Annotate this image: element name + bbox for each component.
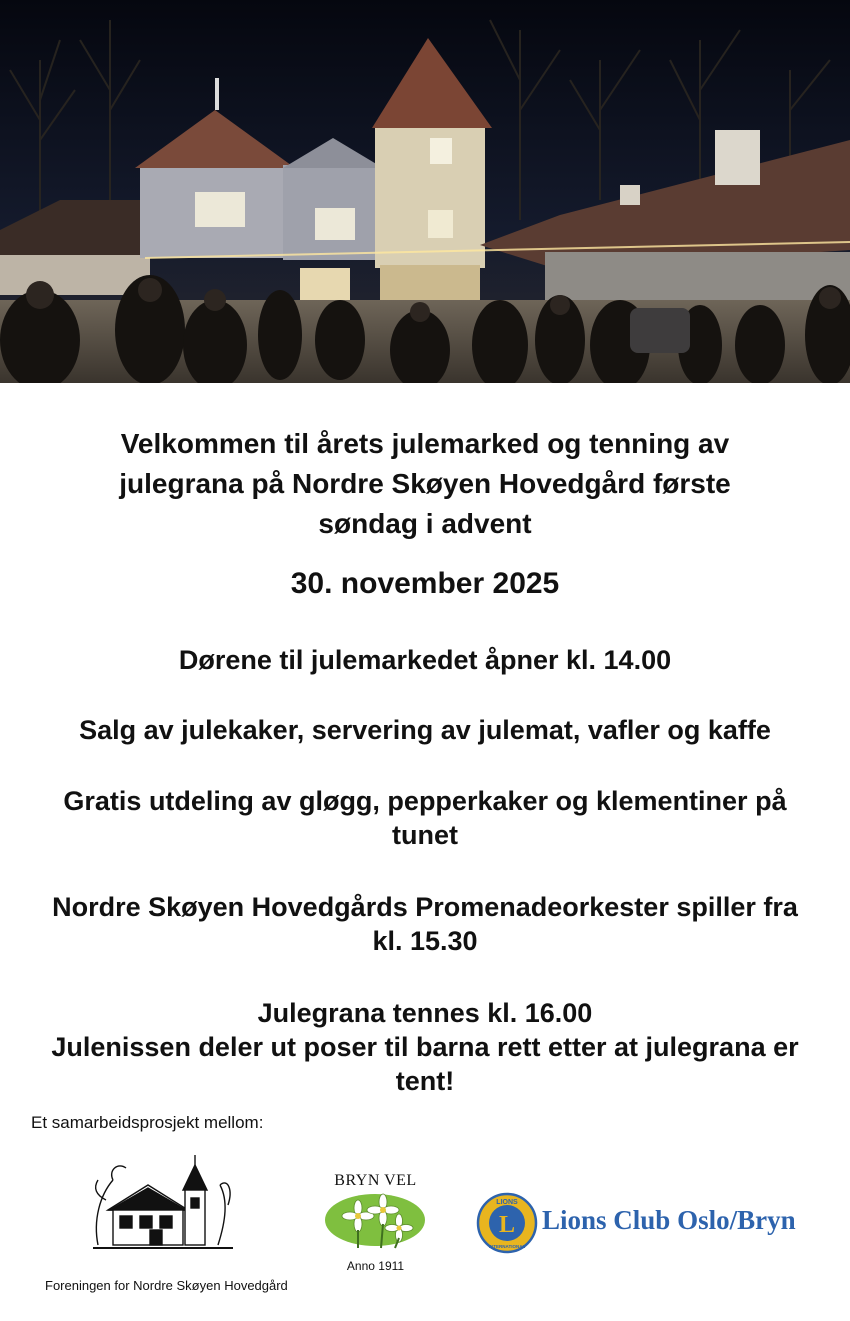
bryn-vel-logo (318, 1172, 433, 1277)
lions-club-logo (476, 1192, 836, 1254)
tree-line: Julenissen deler ut poser til barna rett etter at julegrana er (51, 1032, 799, 1062)
doors-open-text: Dørene til julemarkedet åpner kl. 14.00 (178, 645, 672, 675)
lions-emblem-top: LIONS (496, 1199, 518, 1206)
bryn-vel-name: BRYN VEL (334, 1172, 417, 1189)
tree-line: tent! (395, 1066, 455, 1096)
foreningen-caption: Foreningen for Nordre Skøyen Hovedgård (45, 1278, 288, 1293)
partners-intro: Et samarbeidsprosjekt mellom: (31, 1113, 264, 1132)
bryn-vel-anno: Anno 1911 (346, 1259, 405, 1273)
lions-emblem-icon (476, 1192, 538, 1254)
tree-line: Julegrana tennes kl. 16.00 (257, 998, 593, 1028)
lions-club-name: Lions Club Oslo/Bryn (542, 1205, 796, 1235)
manor-night-illustration (0, 0, 850, 383)
tree-lighting-text (0, 996, 850, 1098)
anemone-flowers-icon (323, 1190, 428, 1252)
hero-photo (0, 0, 850, 383)
headline-line: julegrana på Nordre Skøyen Hovedgård første (119, 468, 731, 499)
sale-text: Salg av julekaker, servering av julemat, vafler og kaffe (79, 715, 771, 745)
free-line: Gratis utdeling av gløgg, pepperkaker og klementiner på (63, 786, 787, 816)
headline-line: søndag i advent (318, 508, 532, 539)
orchestra-line: kl. 15.30 (372, 926, 478, 956)
manor-drawing-icon (88, 1150, 238, 1260)
event-date: 30. november 2025 (290, 567, 560, 600)
free-distribution-text (0, 784, 850, 852)
free-line: tunet (392, 820, 458, 850)
orchestra-line: Nordre Skøyen Hovedgårds Promenadeorkester spiller fra (52, 892, 798, 922)
headline-line: Velkommen til årets julemarked og tenning av (120, 428, 730, 459)
lions-emblem-bottom: INTERNATIONAL (488, 1244, 526, 1249)
headline (0, 424, 850, 544)
orchestra-text (0, 890, 850, 958)
foreningen-logo (88, 1150, 238, 1260)
lions-emblem-letter: L (498, 1212, 516, 1238)
